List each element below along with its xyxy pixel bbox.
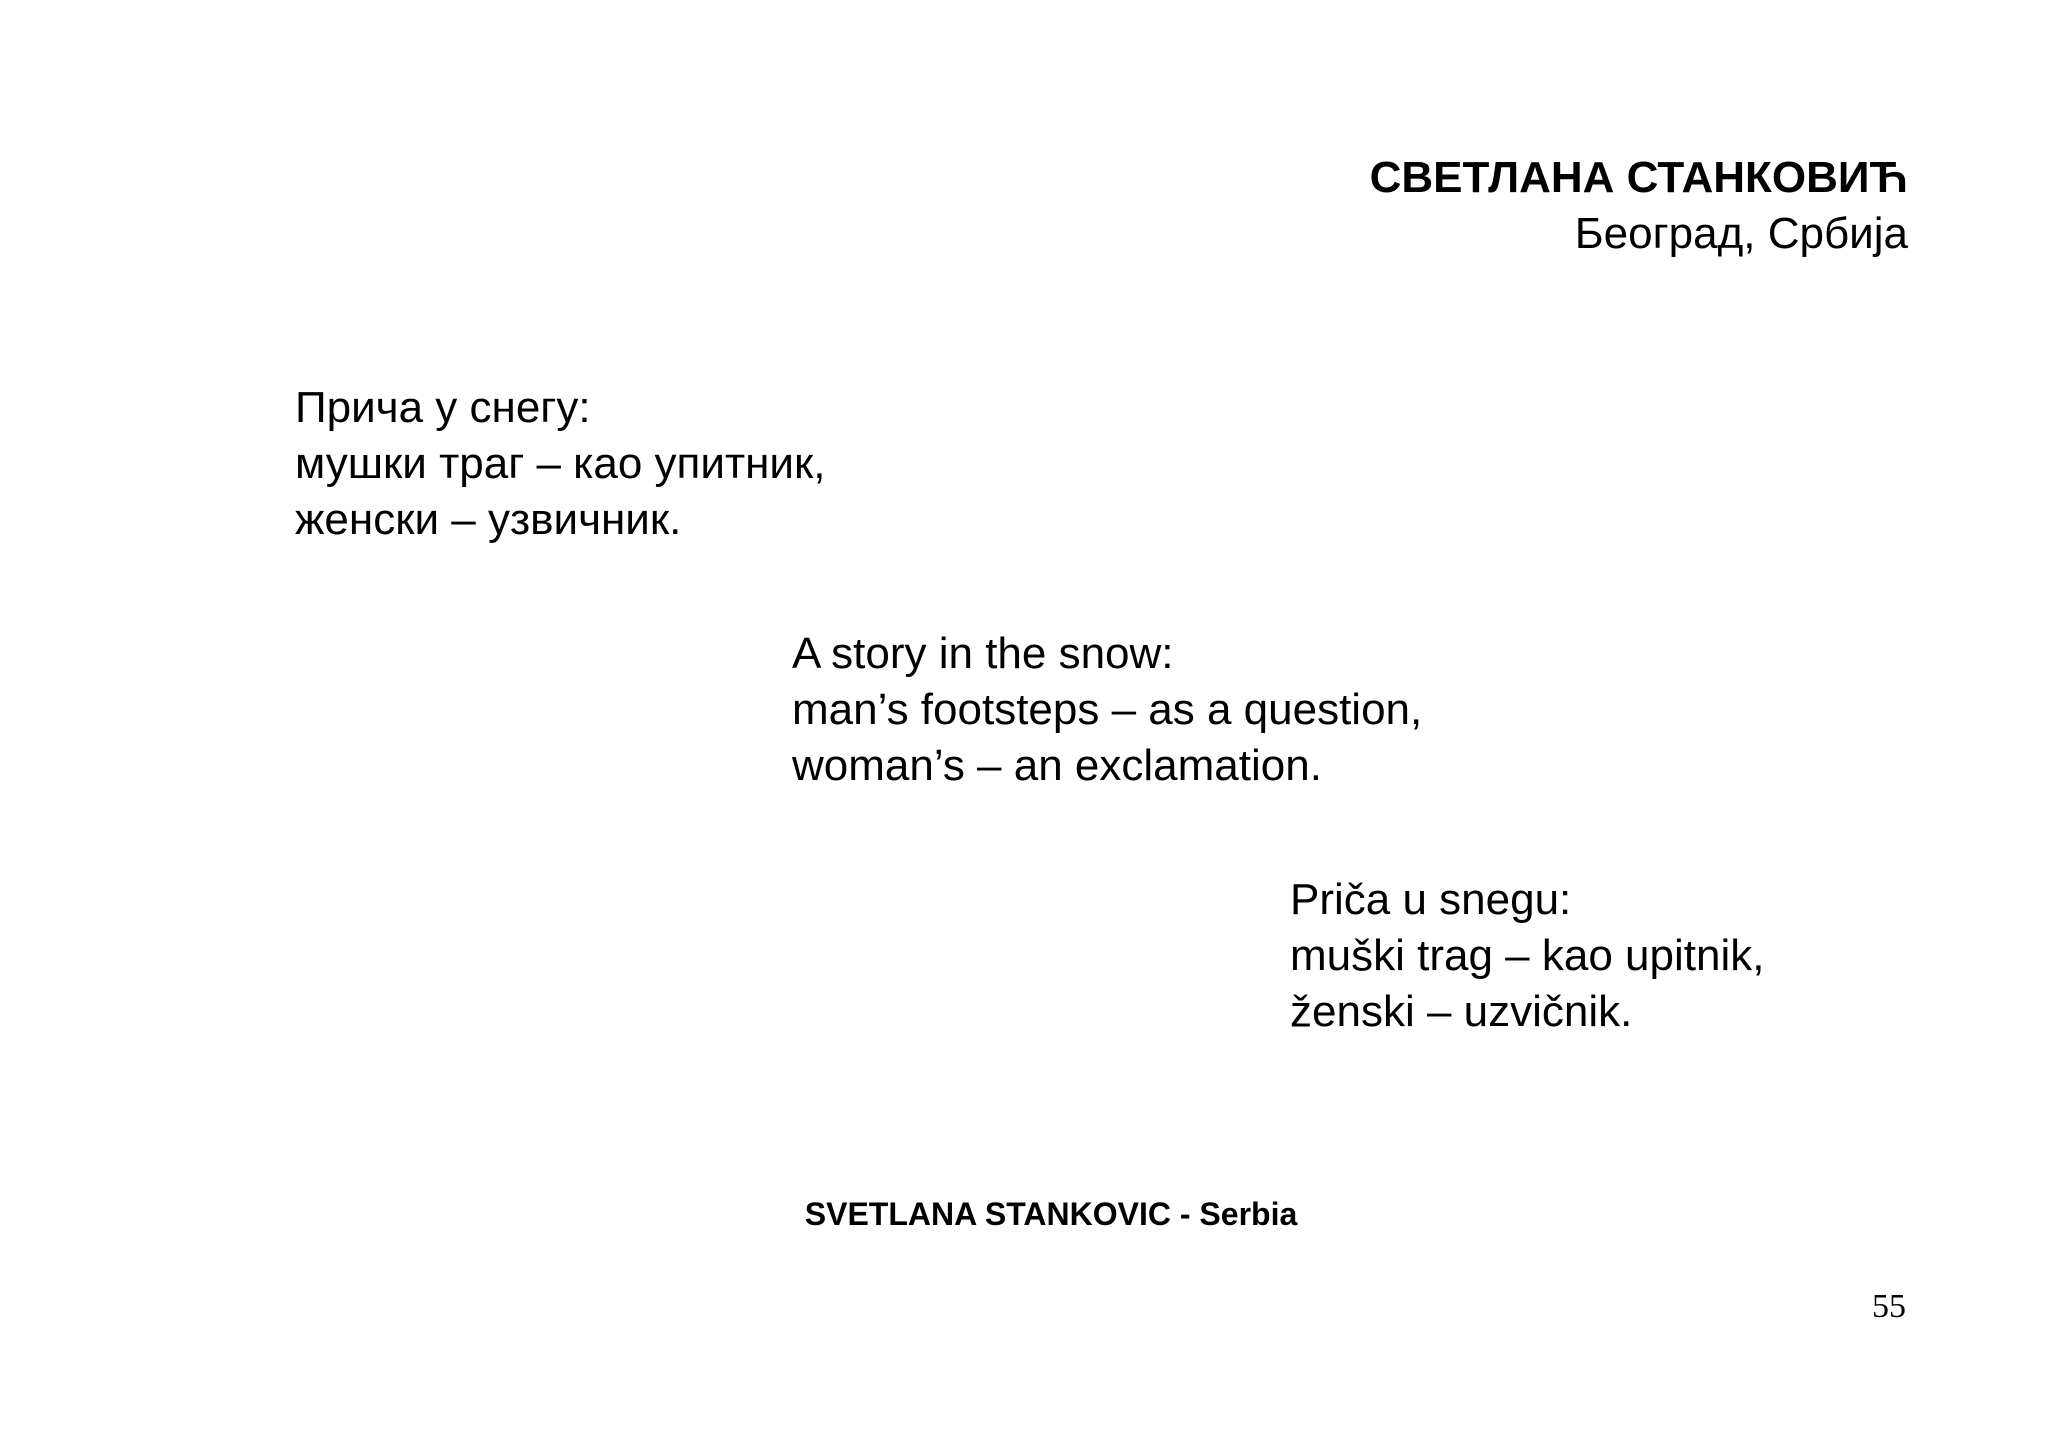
poem-line: A story in the snow: xyxy=(792,629,1174,678)
author-location: Београд, Србија xyxy=(1574,209,1908,259)
page-number: 55 xyxy=(1872,1288,1906,1325)
poem-line: мушки траг – као упитник, xyxy=(295,439,826,488)
poem-latin xyxy=(1290,872,1764,1040)
footer-author-country: SVETLANA STANKOVIC - Serbia xyxy=(804,1196,1298,1232)
author-name: СВЕТЛАНА СТАНКОВИЋ xyxy=(1369,153,1908,202)
poem-cyrillic xyxy=(295,380,825,548)
poem-line: Priča u snegu: xyxy=(1290,875,1572,924)
poem-line: Прича у снегу: xyxy=(295,383,591,432)
poem-line: ženski – uzvičnik. xyxy=(1290,987,1633,1036)
poem-line: muški trag – kao upitnik, xyxy=(1290,931,1765,980)
poem-line: man’s footsteps – as a question, xyxy=(792,685,1423,734)
author-header xyxy=(1370,150,1908,263)
poem-english xyxy=(792,626,1422,794)
poem-line: женски – узвичник. xyxy=(295,495,682,544)
poem-line: woman’s – an exclamation. xyxy=(792,741,1322,790)
